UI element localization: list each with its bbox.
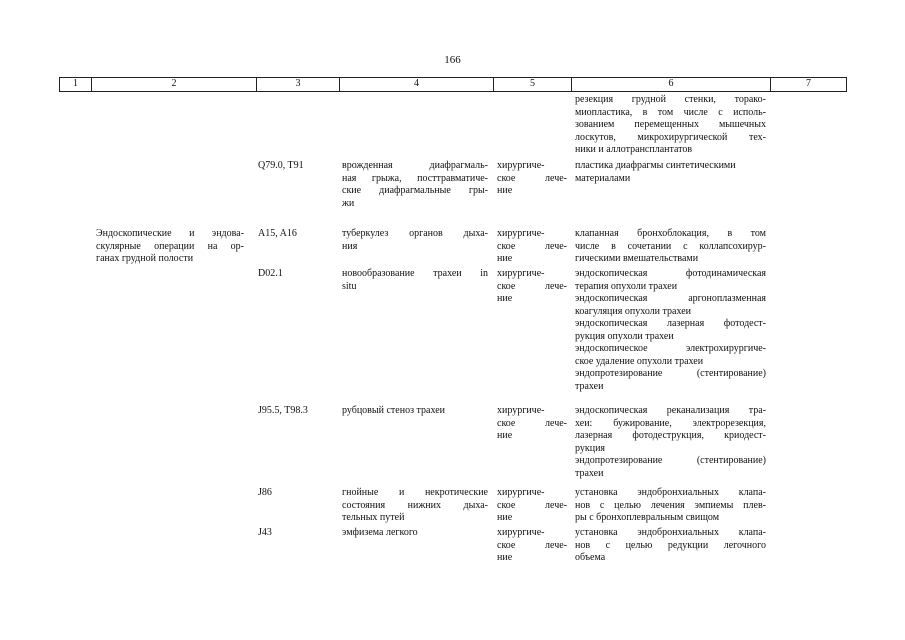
disease-line: туберкулез органов дыха- — [342, 228, 488, 239]
header-col-7: 7 — [770, 78, 847, 91]
method-line: эндопротезирование (стентирование) — [575, 368, 766, 379]
code-text: Q79.0, T91 — [258, 160, 304, 171]
disease-line: тельных путей — [342, 512, 405, 523]
method-line: хеи: бужирование, электрорезекция, — [575, 417, 766, 429]
method-line: эндоскопическая реканализация тра- — [575, 405, 766, 416]
row2-treatment — [497, 228, 567, 266]
method-line: клапанная бронхоблокация, в том — [575, 228, 766, 239]
section-title-line: скулярные операции на ор- — [96, 240, 244, 252]
method-line: нов с целью лечения эмпиемы плев- — [575, 499, 766, 511]
disease-line: гнойные и некротические — [342, 487, 488, 498]
method-line: лоскутов, микрохирургической тех- — [575, 131, 766, 143]
header-col-2: 2 — [91, 78, 256, 91]
disease-line: situ — [342, 280, 357, 292]
table-header-row — [59, 77, 847, 92]
row1-method — [575, 160, 766, 185]
row5-codes — [258, 487, 336, 500]
treatment-line: хирургиче- — [497, 405, 545, 416]
treatment-line: ние — [497, 552, 513, 563]
row2-method — [575, 228, 766, 266]
method-line: ники и аллотрансплантатов — [575, 144, 693, 155]
method-line: миопластика, в том числе с исполь- — [575, 106, 766, 118]
row5-disease — [342, 487, 488, 525]
method-line: установка эндобронхиальных клапа- — [575, 527, 766, 538]
row6-treatment — [497, 527, 567, 565]
row2-disease — [342, 228, 488, 253]
method-line: резекция грудной стенки, торако- — [575, 94, 766, 105]
method-line: терапия опухоли трахеи — [575, 280, 678, 292]
row6-codes — [258, 527, 336, 540]
section-title-line: ганах грудной полости — [96, 253, 194, 264]
disease-line: врожденная диафрагмаль- — [342, 160, 488, 171]
treatment-line: ние — [497, 293, 513, 304]
row6-disease — [342, 527, 488, 540]
treatment-line: ское лече- — [497, 539, 567, 551]
code-text: J95.5, T98.3 — [258, 405, 308, 416]
treatment-line: ское лече- — [497, 417, 567, 429]
disease-line: жи — [342, 197, 355, 209]
method-line: трахеи — [575, 380, 604, 392]
method-line: коагуляция опухоли трахеи — [575, 305, 691, 317]
disease-line: эмфизема легкого — [342, 527, 418, 538]
method-line: материалами — [575, 172, 631, 184]
method-line: объема — [575, 552, 606, 563]
row4-treatment — [497, 405, 567, 443]
row3-method — [575, 268, 766, 393]
method-line: эндопротезирование (стентирование) — [575, 455, 766, 466]
row4-codes — [258, 405, 336, 418]
method-line: пластика диафрагмы синтетическими — [575, 160, 736, 171]
row4-disease — [342, 405, 488, 418]
method-line: эндоскопическое электрохирургиче- — [575, 343, 766, 354]
row5-treatment — [497, 487, 567, 525]
header-col-5: 5 — [493, 78, 571, 91]
method-line: эндоскопическая фотодинамическая — [575, 268, 766, 279]
treatment-line: хирургиче- — [497, 228, 545, 239]
treatment-line: ние — [497, 430, 513, 441]
row1-treatment — [497, 160, 567, 198]
treatment-line: хирургиче- — [497, 268, 545, 279]
method-line: нов с целью редукции легочного — [575, 539, 766, 551]
row5-method — [575, 487, 766, 525]
code-text: J43 — [258, 527, 272, 538]
disease-line: рубцовый стеноз трахеи — [342, 405, 445, 416]
method-line: эндоскопическая лазерная фотодест- — [575, 318, 766, 329]
treatment-line: ское лече- — [497, 499, 567, 511]
row3-treatment — [497, 268, 567, 306]
row3-disease — [342, 268, 488, 293]
disease-line: ная грыжа, посттравматиче- — [342, 172, 488, 184]
treatment-line: ское лече- — [497, 280, 567, 292]
treatment-line: ние — [497, 253, 513, 264]
treatment-line: хирургиче- — [497, 160, 545, 171]
code-text: A15, A16 — [258, 228, 297, 239]
treatment-line: хирургиче- — [497, 527, 545, 538]
section-title-line: Эндоскопические и эндова- — [96, 228, 244, 239]
method-line: гическими вмешательствами — [575, 253, 699, 264]
treatment-line: ское лече- — [497, 240, 567, 252]
page-number: 166 — [444, 54, 461, 66]
method-line: трахеи — [575, 467, 604, 479]
method-line: эндоскопическая аргоноплазменная — [575, 293, 766, 304]
row4-method — [575, 405, 766, 480]
continued-method-text — [575, 94, 766, 157]
treatment-line: ние — [497, 512, 513, 523]
disease-line: ния — [342, 240, 358, 252]
disease-line: состояния нижних дыха- — [342, 499, 488, 511]
header-col-6: 6 — [571, 78, 770, 91]
row1-codes — [258, 160, 336, 173]
section-title — [96, 228, 244, 266]
method-line: установка эндобронхиальных клапа- — [575, 487, 766, 498]
row6-method — [575, 527, 766, 565]
method-line: лазерная фотодеструкция, криодест- — [575, 430, 766, 441]
method-line: рукция опухоли трахеи — [575, 330, 674, 342]
code-text: D02.1 — [258, 268, 283, 279]
method-line: числе в сочетании с коллапсохирур- — [575, 240, 766, 252]
row2-codes — [258, 228, 336, 241]
header-col-3: 3 — [256, 78, 339, 91]
method-line: ское удаление опухоли трахеи — [575, 355, 704, 367]
method-line: рукция — [575, 442, 606, 454]
row1-disease — [342, 160, 488, 210]
header-col-4: 4 — [339, 78, 493, 91]
disease-line: ские диафрагмальные гры- — [342, 185, 488, 196]
method-line: ры с бронхоплевральным свищом — [575, 512, 720, 523]
header-col-1: 1 — [59, 78, 91, 91]
row3-codes — [258, 268, 336, 281]
treatment-line: ние — [497, 185, 513, 196]
method-line: зованием перемещенных мышечных — [575, 119, 766, 130]
treatment-line: хирургиче- — [497, 487, 545, 498]
disease-line: новообразование трахеи in — [342, 268, 488, 279]
treatment-line: ское лече- — [497, 172, 567, 184]
code-text: J86 — [258, 487, 272, 498]
